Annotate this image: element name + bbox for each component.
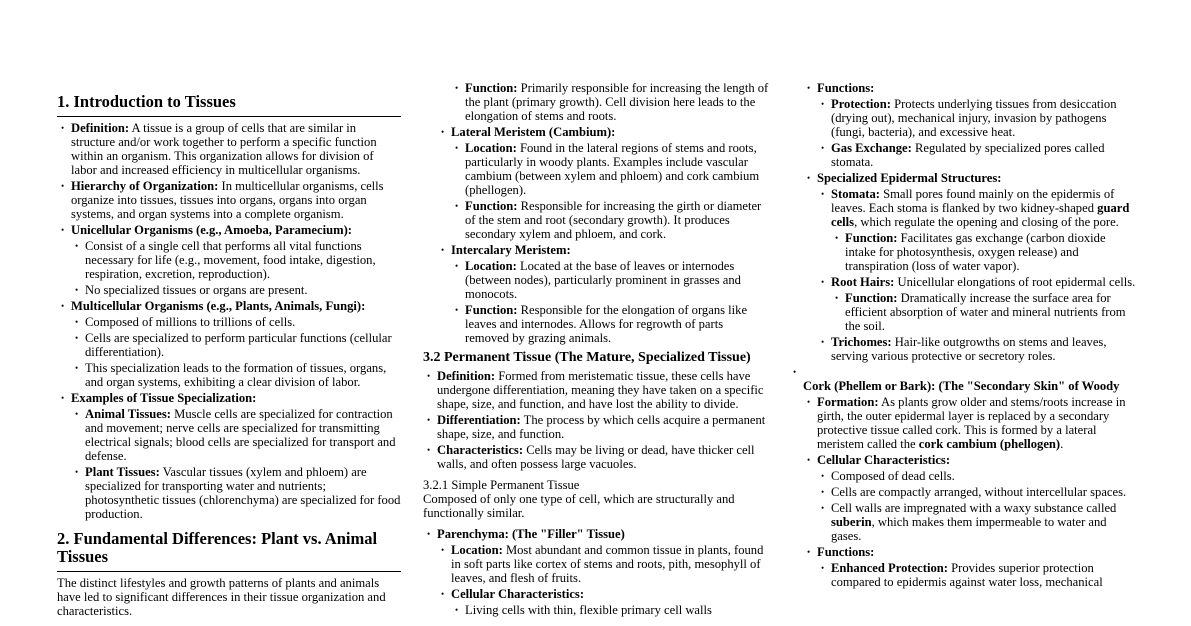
- list-item: • Function: Facilitates gas exchange (carbon dioxide intake for photosynthesis, oxygen release) and transpiration (loss of water vapor).: [831, 231, 1137, 273]
- section-paragraph: The distinct lifestyles and growth patterns of plants and animals have led to significant differences in their tissue organization and characteristics.: [57, 576, 386, 618]
- list-item: • Plant Tissues: Vascular tissues (xylem and phloem) are specialized for transporting water and nutrients; photosynthetic tissues (chlorenchyma) are specialized for food production.: [71, 465, 401, 521]
- list-item: • Cellular Characteristics: • Composed of dead cells. • Cells are compactly arranged, without intercellular spaces. • Cell walls are impregnated with a waxy substance called suberin, which makes them impermeable to water and gases.: [803, 453, 1137, 543]
- list-item: • No specialized tissues or organs are present.: [71, 283, 401, 297]
- list-item: • Cells are compactly arranged, without intercellular spaces.: [817, 485, 1137, 499]
- list-item: • Function: Primarily responsible for increasing the length of the plant (primary growth). Cell division here leads to the elongation of stems and roots.: [451, 81, 769, 123]
- parenchyma-cell-sublist: [451, 603, 769, 617]
- specialized-sublist: [817, 187, 1137, 363]
- list-item: • This specialization leads to the formation of tissues, organs, and organ systems, exhibiting a clear division of labor.: [71, 361, 401, 389]
- functions-sublist: [817, 97, 1137, 169]
- list-item: • Location: Found in the lateral regions of stems and roots, particularly in woody plants. Examples include vascular cambium (between xylem and phloem) and cork cambium (phellogen).: [451, 141, 769, 197]
- stomata-sublist: [831, 231, 1137, 273]
- examples-sublist: [71, 407, 401, 521]
- list-item: • Functions: • Protection: Protects underlying tissues from desiccation (drying out), mechanical injury, invasion by pathogens (fungi, bacteria), and excessive heat. • Gas Exchange: Regulated by specialized pores called stomata.: [803, 81, 1137, 169]
- list-item: • Function: Dramatically increase the surface area for efficient absorption of water and mineral nutrients from the soil.: [831, 291, 1137, 333]
- parenchyma-sublist: [437, 543, 769, 617]
- subsection-paragraph: Composed of only one type of cell, which are structurally and functionally similar.: [423, 492, 735, 520]
- list-item: • Protection: Protects underlying tissues from desiccation (drying out), mechanical injury, invasion by pathogens (fungi, bacteria), and excessive heat.: [817, 97, 1137, 139]
- list-item: • Function: Responsible for the elongation of organs like leaves and internodes. Allows for regrowth of parts removed by grazing animals.: [451, 303, 769, 345]
- list-item: • Cells are specialized to perform particular functions (cellular differentiation).: [71, 331, 401, 359]
- list-item: • Location: Located at the base of leaves or internodes (between nodes), particularly prominent in grasses and monocots.: [451, 259, 769, 301]
- list-item: • Formation: As plants grow older and stems/roots increase in girth, the outer epidermal layer is replaced by a secondary protective tissue called cork. This is formed by a lateral meristem called the cork cambium (phellogen).: [803, 395, 1137, 451]
- section-heading-permanent-tissue: 3.2 Permanent Tissue (The Mature, Specialized Tissue): [423, 350, 751, 365]
- list-item: • Composed of millions to trillions of cells.: [71, 315, 401, 329]
- cork-heading: Cork (Phellem or Bark): (The "Secondary Skin" of Woody: [803, 379, 1120, 393]
- list-item: • Enhanced Protection: Provides superior protection compared to epidermis against water loss, mechanical: [817, 561, 1137, 589]
- cork-cell-sublist: [817, 469, 1137, 543]
- intercalary-sublist: [451, 259, 769, 345]
- intro-list: [57, 121, 401, 521]
- unicellular-sublist: [71, 239, 401, 297]
- list-item: • Function: Responsible for increasing the girth or diameter of the stem and root (secondary growth). It produces secondary xylem and phloem, and cork.: [451, 199, 769, 241]
- section-heading-introduction: 1. Introduction to Tissues: [57, 93, 401, 117]
- column-1: [57, 93, 401, 618]
- epidermis-list: [789, 81, 1137, 363]
- parenchyma-list: [423, 527, 769, 617]
- list-item: • Consist of a single cell that performs all vital functions necessary for life (e.g., movement, food intake, digestion, respiration, excretion, reproduction).: [71, 239, 401, 281]
- list-item: • Examples of Tissue Specialization: • Animal Tissues: Muscle cells are specialized for contraction and movement; nerve cells are specialized for transmitting electrical signals; blood cells are specialized for transport and defense. • Plant Tissues: Vascular tissues (xylem and phloem) are specialized for transporting water and nutrients; photosynthetic tissues (chlorenchyma) are specialized for food production.: [57, 391, 401, 521]
- list-item: • Characteristics: Cells may be living or dead, have thicker cell walls, and often possess large vacuoles.: [423, 443, 769, 471]
- list-item: • Trichomes: Hair-like outgrowths on stems and leaves, serving various protective or secretory roles.: [817, 335, 1137, 363]
- list-item: • Living cells with thin, flexible primary cell walls: [451, 603, 769, 617]
- list-item: • Parenchyma: (The "Filler" Tissue) • Location: Most abundant and common tissue in plants, found in soft parts like cortex of stems and roots, pith, mesophyll of leaves, and flesh of fruits. • Cellular Characteristics: • Living cells with thin, flexible primary cell walls: [423, 527, 769, 617]
- list-item: • Gas Exchange: Regulated by specialized pores called stomata.: [817, 141, 1137, 169]
- list-item: • Root Hairs: Unicellular elongations of root epidermal cells. • Function: Dramatically increase the surface area for efficient absorption of water and mineral nutrients from the soil.: [817, 275, 1137, 333]
- section-heading-differences: 2. Fundamental Differences: Plant vs. Animal Tissues: [57, 530, 401, 572]
- meristem-list: [423, 81, 769, 345]
- list-item: • Definition: A tissue is a group of cells that are similar in structure and/or work together to perform a specific function within an organism. This organization allows for division of labor and increased efficiency in multicellular organisms.: [57, 121, 401, 177]
- list-item: [789, 365, 1137, 589]
- lateral-sublist: [451, 141, 769, 241]
- root-hairs-sublist: [831, 291, 1137, 333]
- cork-functions-sublist: [817, 561, 1137, 589]
- list-item: • Cell walls are impregnated with a waxy substance called suberin, which makes them impermeable to water and gases.: [817, 501, 1137, 543]
- list-item: • Multicellular Organisms (e.g., Plants, Animals, Fungi): • Composed of millions to trillions of cells. • Cells are specialized to perform particular functions (cellular differentiation). • This specialization leads to the formation of tissues, organs, and organ systems, exhibiting a clear division of labor.: [57, 299, 401, 389]
- permanent-list: [423, 369, 769, 471]
- column-3: [789, 81, 1137, 591]
- cork-sublist: [803, 395, 1137, 589]
- list-item: • Intercalary Meristem: • Location: Located at the base of leaves or internodes (between nodes), particularly prominent in grasses and monocots. • Function: Responsible for the elongation of organs like leaves and internodes. Allows for regrowth of parts removed by grazing animals.: [437, 243, 769, 345]
- list-item: • Unicellular Organisms (e.g., Amoeba, Paramecium): • Consist of a single cell that performs all vital functions necessary for life (e.g., movement, food intake, digestion, respiration, excretion, reproduction). • No specialized tissues or organs are present.: [57, 223, 401, 297]
- multicellular-sublist: [71, 315, 401, 389]
- column-2: [423, 81, 769, 619]
- list-item: • Specialized Epidermal Structures: • Stomata: Small pores found mainly on the epidermis of leaves. Each stoma is flanked by two kidney-shaped guard cells, which regulate the opening and closing of the pore. • Function: Facilitates gas exchange (carbon dioxide intake for photosynthesis, oxygen release) and transpiration (loss of water vapor). • Root Hairs: Unicellular elongations of root epidermal cells. • Function: Dramatically increase the surface area for efficient absorption of water and mineral nutrients from the soil. • Trichomes: Hair-like outgrowths on stems and leaves, serving various protective or secretory roles.: [803, 171, 1137, 363]
- list-item: • Composed of dead cells.: [817, 469, 1137, 483]
- list-item: • Hierarchy of Organization: In multicellular organisms, cells organize into tissues, tissues into organs, organs into organ systems, and organ systems into a complete organism.: [57, 179, 401, 221]
- list-item: • Cellular Characteristics: • Living cells with thin, flexible primary cell walls: [437, 587, 769, 617]
- subsection-heading-simple: 3.2.1 Simple Permanent Tissue: [423, 478, 580, 492]
- list-item: • Animal Tissues: Muscle cells are specialized for contraction and movement; nerve cells are specialized for transmitting electrical signals; blood cells are specialized for transport and defense.: [71, 407, 401, 463]
- list-item: • Lateral Meristem (Cambium): • Location: Found in the lateral regions of stems and roots, particularly in woody plants. Examples include vascular cambium (between xylem and phloem) and cork cambium (phellogen). • Function: Responsible for increasing the girth or diameter of the stem and root (secondary growth). It produces secondary xylem and phloem, and cork.: [437, 125, 769, 241]
- list-item: • Definition: Formed from meristematic tissue, these cells have undergone differentiation, meaning they have taken on a specific shape, size, and function, and have lost the ability to divide.: [423, 369, 769, 411]
- cork-list: [789, 365, 1137, 589]
- list-item: • Functions: • Enhanced Protection: Provides superior protection compared to epidermis against water loss, mechanical: [803, 545, 1137, 589]
- list-item: • Differentiation: The process by which cells acquire a permanent shape, size, and function.: [423, 413, 769, 441]
- list-item: • Location: Most abundant and common tissue in plants, found in soft parts like cortex of stems and roots, pith, mesophyll of leaves, and flesh of fruits.: [437, 543, 769, 585]
- list-item: • Stomata: Small pores found mainly on the epidermis of leaves. Each stoma is flanked by two kidney-shaped guard cells, which regulate the opening and closing of the pore. • Function: Facilitates gas exchange (carbon dioxide intake for photosynthesis, oxygen release) and transpiration (loss of water vapor).: [817, 187, 1137, 273]
